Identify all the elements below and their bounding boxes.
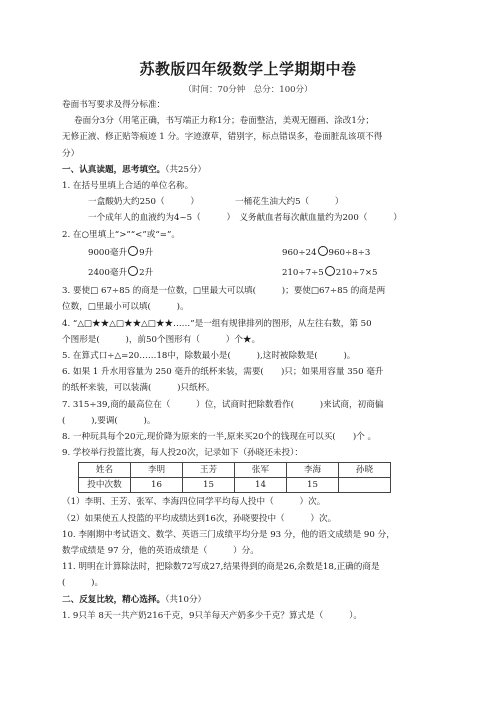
section-score-note: （共10分） — [165, 594, 207, 605]
question-12-line: 1. 9只羊 8天一共产奶216千克，9只羊每天产奶多少千克？算式是（ ）。 — [62, 610, 362, 621]
blank-circle[interactable] — [318, 246, 328, 256]
question-7-line: ( ),要调( )。 — [62, 415, 156, 426]
question-6-line: 的纸杯来装，可以装满( )只纸杯。 — [62, 383, 215, 394]
table-header-cell: 李海 — [287, 463, 339, 478]
question-6-line: 6. 如果 1 升水用容量为 250 毫升的纸杯来装，需要( )只；如果用容量 350 毫升 — [62, 367, 384, 378]
question-7-line: 7. 315÷39,商的最高位在（ ）位，试商时把除数看作( )来试商，初商偏 — [62, 399, 384, 410]
exam-title: 苏教版四年级数学上学期期中卷 — [139, 60, 357, 78]
score-table — [78, 462, 391, 493]
compare-right: 9升 — [139, 247, 154, 258]
question-8-line: 8. 一种玩具每个20元,现价降为原来的一半,原来买20个的钱现在可以买( )个 。 — [62, 432, 377, 443]
question-3-line: 3. 要使□ 67÷85 的商是一位数，□里最大可以填( )；要使□67÷85 的商是两 — [62, 286, 386, 297]
compare-right: 210÷7×5 — [335, 268, 378, 279]
section-title: 二、反复比较，精心选择。 — [62, 594, 166, 605]
table-header-cell: 李明 — [131, 463, 183, 478]
table-header-row — [79, 463, 391, 478]
question-1-item: 一盒酸奶大约250（ ） — [88, 197, 199, 208]
blank-circle[interactable] — [128, 266, 138, 276]
compare-right: 960÷8÷3 — [328, 247, 371, 258]
question-4-line: 4. “△□★★△□★★△□★★……”是一组有规律排列的图形，从左往右数，第 50 — [62, 318, 372, 329]
question-5-line: 5. 在算式口÷△=20……18中，除数最小是( ),这时被除数是( )。 — [62, 351, 356, 362]
question-2-compare-row — [62, 263, 448, 283]
question-10-line: 10. 李刚期中考试语文、数学、英语三门成绩平均分是 93 分，他的语文成绩是 90 分， — [62, 529, 395, 540]
question-9-sub: （2）如果使五人投篮的平均成绩达到16次，孙晓要投中（ ）次。 — [62, 513, 337, 524]
table-cell: 15 — [287, 478, 339, 493]
compare-left: 210÷7÷5 — [282, 268, 324, 279]
question-11-line: 11. 明明在计算除法时，把除数72写成27,结果得到的商是26,余数是18,正确的商是 — [62, 562, 380, 573]
table-cell: 16 — [131, 478, 183, 493]
question-10-line: 数学成绩是 97 分，他的英语成绩是（ ）分。 — [62, 546, 259, 557]
table-header-cell: 王芳 — [183, 463, 235, 478]
blank-circle[interactable] — [128, 246, 138, 256]
question-1-row — [62, 194, 448, 210]
question-4-line: 个图形是( )，前50个图形有（ ）个★。 — [62, 334, 261, 345]
question-1-item: 一桶花生油大约5（ ） — [234, 197, 344, 208]
question-1-row: 一个成年人的血液约为4~5（ ） 义务献血者每次献血量约为200（ ） — [88, 213, 402, 224]
section-heading — [62, 592, 448, 608]
question-2-compare-row — [62, 243, 448, 263]
exam-content — [62, 97, 448, 624]
question-9-stem: 9. 学校举行投篮比赛，每人投20次，记录如下（孙晓还未投）： — [62, 448, 304, 459]
table-header-cell: 张军 — [235, 463, 287, 478]
compare-right: 2升 — [139, 268, 154, 279]
compare-left: 2400毫升 — [88, 268, 128, 279]
rules-line: 卷面分3分（用笔正确，书写端正力称1分；卷面整洁，美观无圈画、涂改1分； — [74, 116, 374, 127]
compare-left: 9000毫升 — [88, 247, 128, 258]
table-cell: 15 — [183, 478, 235, 493]
compare-left: 960÷24 — [282, 247, 317, 258]
rules-line: 分） — [62, 148, 80, 159]
exam-subtitle: （时间：70分钟 总分：100分） — [183, 85, 313, 95]
question-11-line: ( )。 — [62, 578, 104, 589]
table-header-cell: 姓名 — [79, 463, 131, 478]
table-row — [79, 478, 391, 493]
section-score-note: （共25分） — [165, 164, 207, 175]
blank-circle[interactable] — [325, 266, 335, 276]
question-3-line: 位数，□里最小可以填( )。 — [62, 302, 189, 313]
table-cell: 14 — [235, 478, 287, 493]
section-title: 一、认真读题，思考填空。 — [62, 164, 166, 175]
rules-heading: 卷面书写要求及得分标准： — [62, 100, 166, 110]
table-cell-blank[interactable] — [339, 478, 391, 493]
rules-line: 无修正液、修正贴等痕迹 1 分。字迹潦草，错别字，标点错误多，卷面脏乱该项不得 — [62, 132, 383, 143]
table-header-cell: 孙晓 — [339, 463, 391, 478]
question-9-sub: （1）李明、王芳、张军、李海四位同学平均每人投中（ ）次。 — [62, 497, 326, 508]
section-heading — [62, 162, 448, 178]
question-1-stem: 1. 在括号里填上合适的单位名称。 — [62, 181, 194, 192]
question-2-stem: 2. 在○里填上“>”“<”或“=”。 — [62, 229, 180, 240]
table-cell: 投中次数 — [79, 478, 131, 493]
